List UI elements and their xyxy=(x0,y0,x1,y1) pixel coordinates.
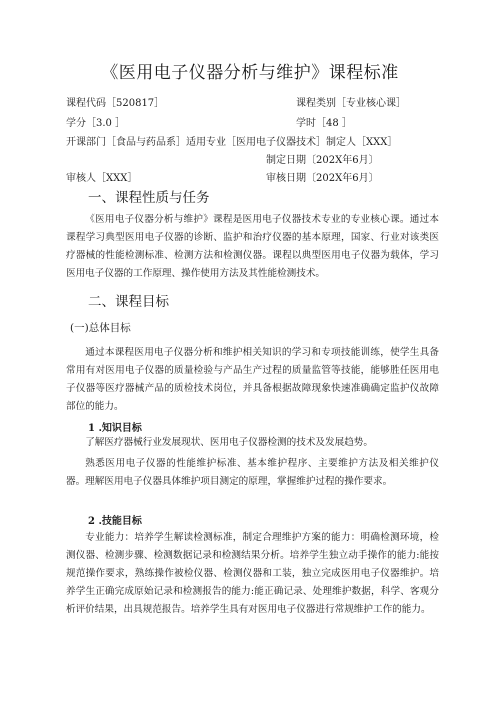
skill-goal-heading: 2 .技能目标 xyxy=(88,516,142,527)
course-code: 课程代码［520817］ xyxy=(66,98,165,109)
section-2-heading: 二、课程目标 xyxy=(88,294,169,310)
section-1-paragraph: 《医用电子仪器分析与维护》课程是医用电子仪器技术专业的专业核心课。通过本课程学习典型医用电子仪器的诊断、监护和治疗仪器的基本原理，国家、行业对该类医疗器械的性能检测标准、检测方法和检测仪器。课程以典型医用电子仪器为载体，学习医用电子仪器的工作原理、操作使用方法及其性能检测技术。 xyxy=(66,214,439,279)
review-date: 审核日期〔202X年6月〕 xyxy=(266,173,379,184)
reviewer: 审核人［XXX］ xyxy=(66,173,138,184)
course-hours: 学时［48 ］ xyxy=(296,118,352,129)
knowledge-paragraph-1: 了解医疗器械行业发展现状、医用电子仪器检测的技术及发展趋势。 xyxy=(85,437,373,448)
skill-paragraph: 专业能力：培养学生解读检测标准，制定合理维护方案的能力：明确检测环境，检测仪器、检测步骤、检测数据记录和检测结果分析。培养学生独立动手操作的能力:能按规范操作要求，熟练操作被检仪器、检测仪器和工装，独立完成医用电子仪器维护。培养学生正确完成原始记录和检测报告的能力:能正确记录、处理维护数据，科学、客观分析评价结果，出具规范报告。培养学生具有对医用电子仪器进行常规维护工作的能力。 xyxy=(66,532,439,615)
knowledge-goal-heading: 1 .知识目标 xyxy=(88,423,142,434)
make-date: 制定日期〔202X年6月〕 xyxy=(266,155,379,166)
course-credits: 学分［3.0 ］ xyxy=(66,118,126,129)
page-title: 《医用电子仪器分析与维护》课程标准 xyxy=(101,63,399,83)
course-category: 课程类别［专业核心课］ xyxy=(296,98,406,109)
overall-goal-paragraph: 通过本课程医用电子仪器分析和维护相关知识的学习和专项技能训练，使学生具备常用有对医用电子仪器的质量检验与产品生产过程的质量监管等技能，能够胜任医用电子仪器等医疗器械产品的质检技术岗位，并具备根据故障现象快速准确确定监护仪故障部位的能力。 xyxy=(66,347,439,412)
overall-goal-heading: (一)总体目标 xyxy=(70,322,131,334)
knowledge-paragraph-2: 熟悉医用电子仪器的性能维护标准、基本维护程序、主要维护方法及相关维护仪器。理解医用电子仪器具体维护项目测定的原理，掌握维护过程的操作要求。 xyxy=(66,458,439,487)
section-1-heading: 一、课程性质与任务 xyxy=(88,190,210,206)
department-line: 开课部门［食品与药品系］适用专业［医用电子仪器技术］制定人［XXX］ xyxy=(66,137,398,148)
